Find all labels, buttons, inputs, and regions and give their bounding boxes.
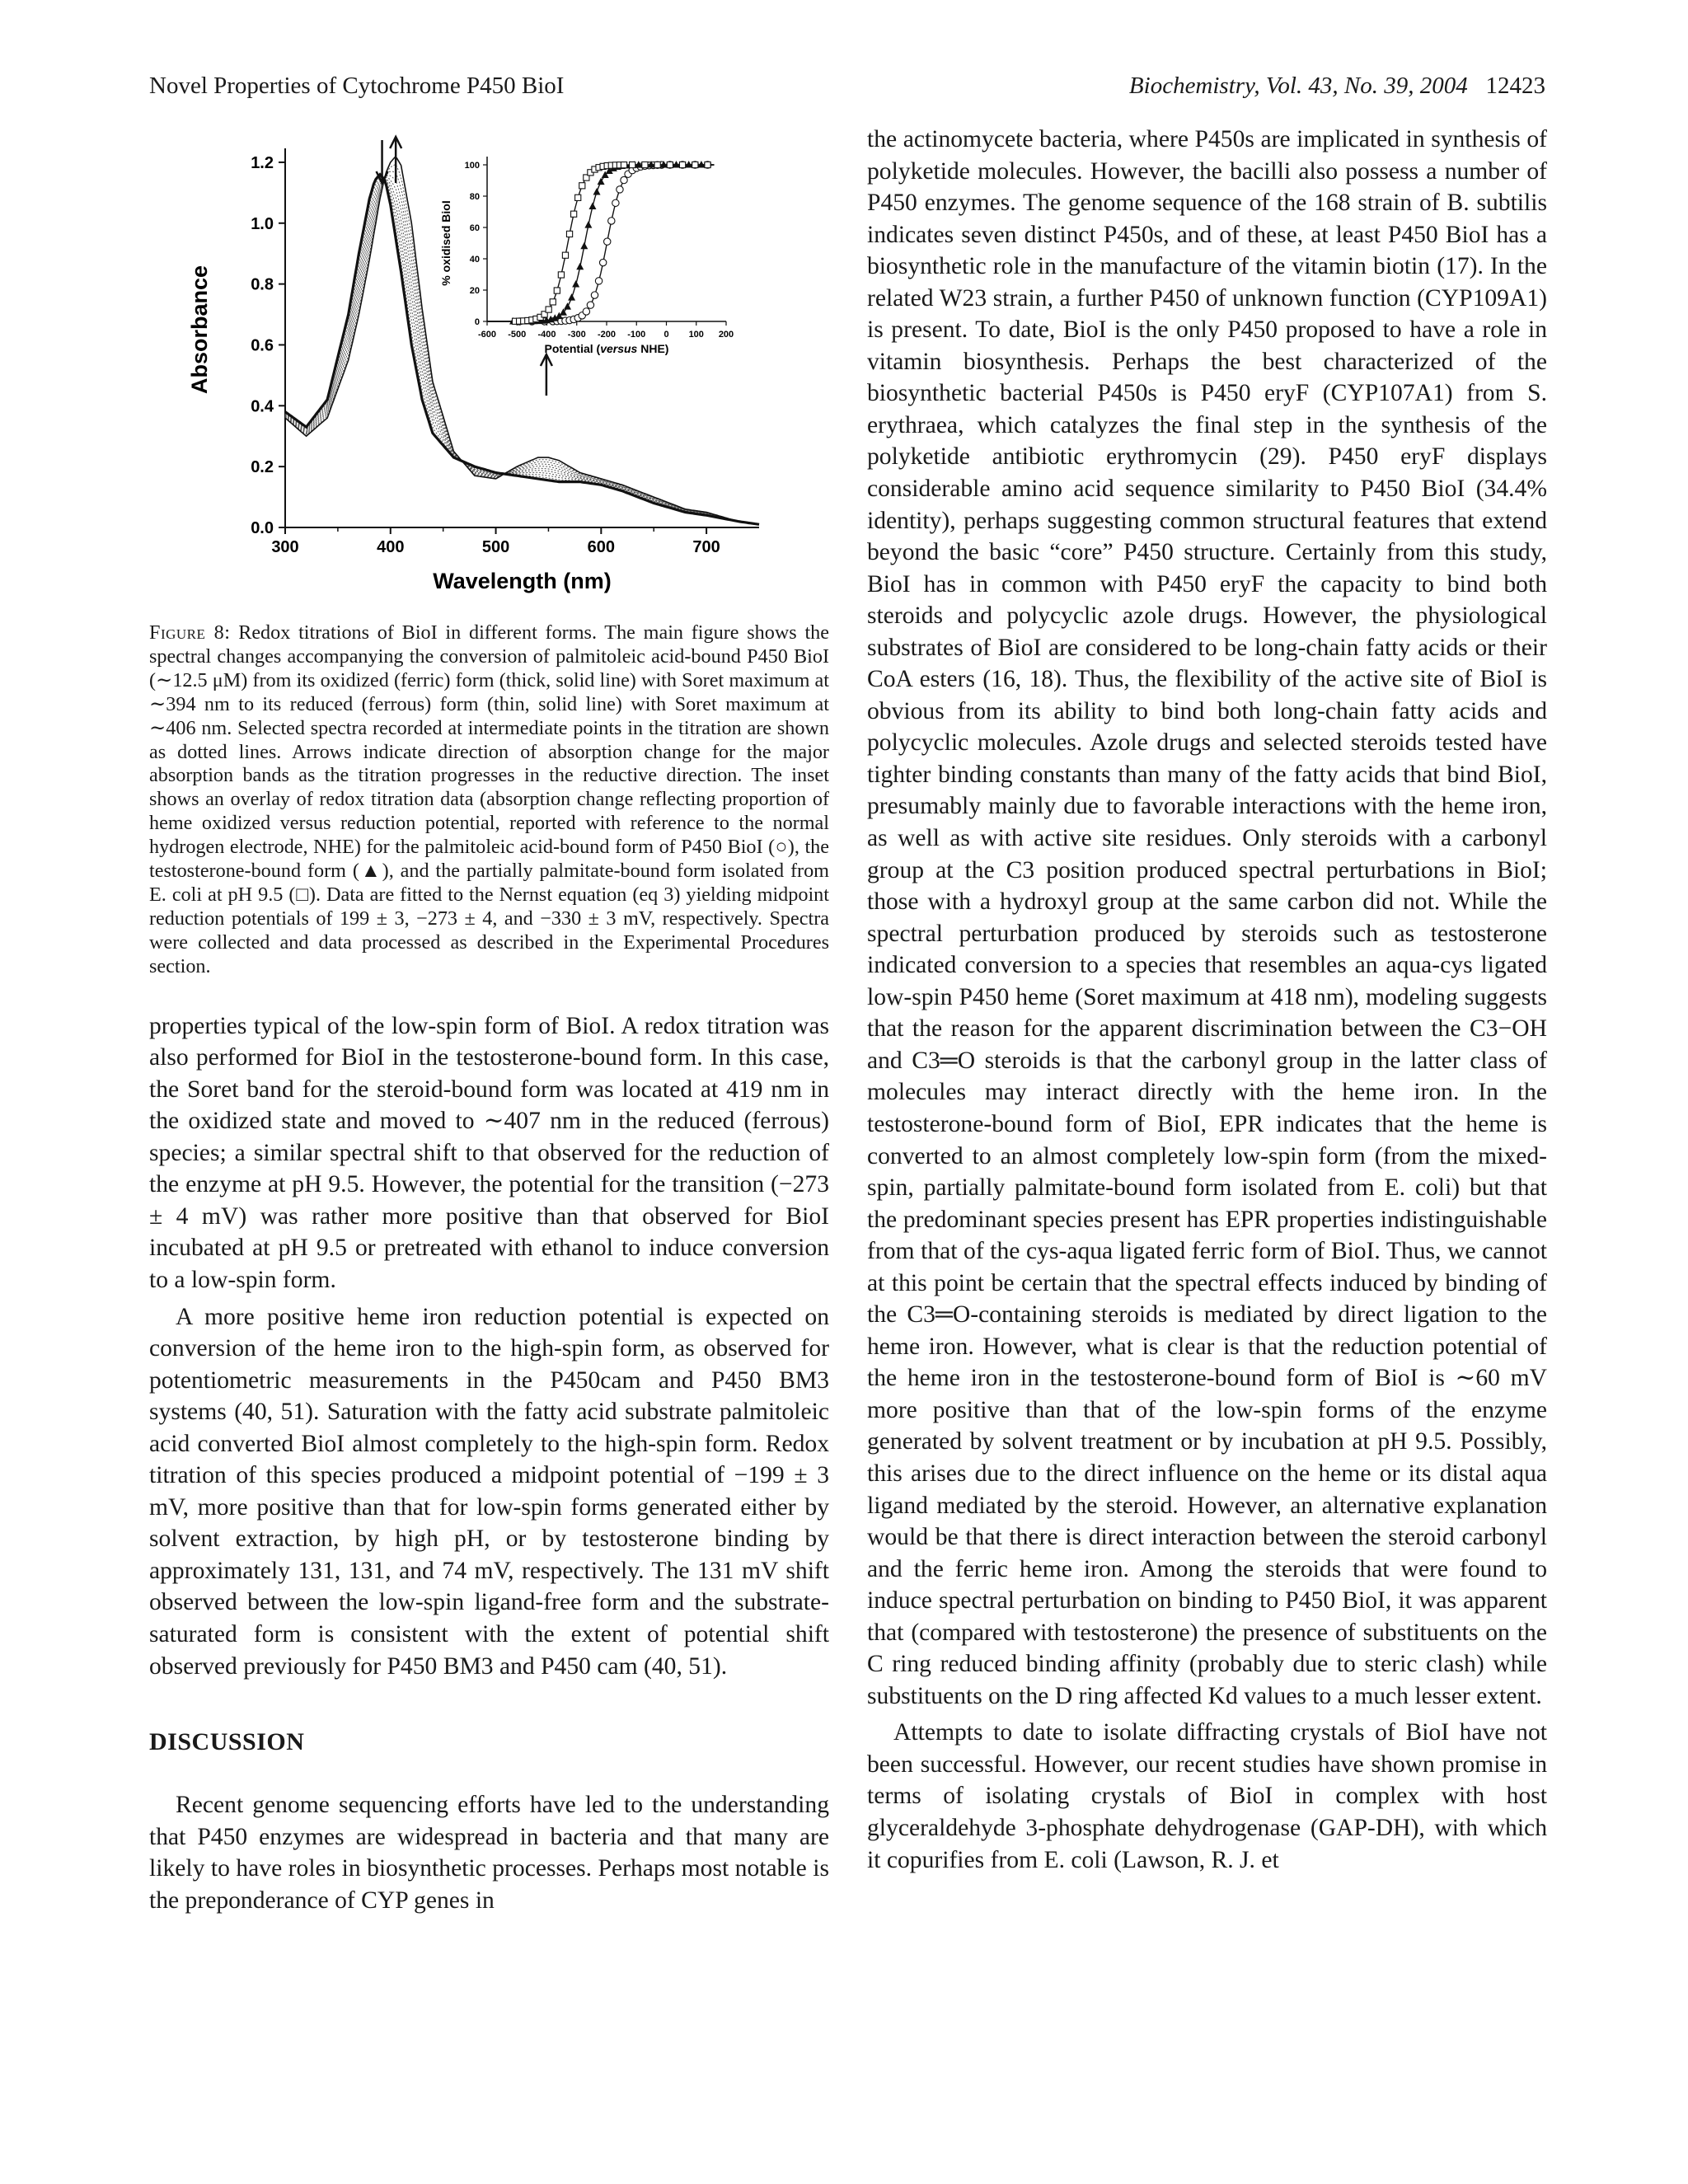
inset-point-circle: [608, 218, 615, 224]
y-tick-label: 1.0: [251, 214, 274, 233]
x-tick-label: 700: [692, 538, 720, 556]
inset-redox-plot: [439, 157, 734, 355]
section-heading-discussion: DISCUSSION: [149, 1728, 305, 1756]
intermediate-spectrum: [285, 179, 759, 524]
inset-point-square: [575, 194, 581, 200]
intermediate-spectrum: [285, 176, 759, 525]
y-axis-label: Absorbance: [187, 265, 212, 395]
inset-x-tick-label: -100: [627, 330, 646, 340]
right-column: [867, 124, 1547, 1876]
intermediate-spectrum: [285, 180, 759, 525]
inset-y-tick-label: 40: [469, 255, 480, 265]
right-paragraph-2: Attempts to date to isolate diffracting crystals of BioI have not been successful. However, our recent studies have shown promise in terms of isolating crystals of BioI in complex with host glyceraldehyde 3-phosphate dehydrogenase (GAP-DH), with which it copurifies from E. coli (Lawson, R. J. et: [867, 1719, 1547, 1873]
y-tick-label: 0.2: [251, 458, 274, 477]
inset-y-tick-label: 80: [469, 192, 480, 202]
inset-point-square: [579, 183, 585, 189]
y-tick-label: 0.4: [251, 397, 274, 416]
inset-point-square: [566, 231, 572, 237]
inset-point-circle: [595, 278, 602, 284]
inset-point-square: [679, 162, 685, 167]
journal-citation: [1129, 68, 1545, 104]
inset-point-circle: [621, 176, 627, 183]
running-header: [149, 68, 1545, 104]
inset-x-axis-label: Potential (versus NHE): [544, 342, 669, 355]
y-tick-label: 0.8: [251, 275, 274, 294]
inset-point-triangle: [568, 293, 575, 301]
inset-point-triangle: [588, 203, 596, 210]
x-tick-label: 300: [271, 538, 299, 556]
journal-name: Biochemistry, Vol. 43, No. 39, 2004: [1128, 73, 1468, 99]
inset-point-circle: [617, 186, 623, 193]
inset-x-tick-label: -600: [477, 330, 497, 340]
inset-x-tick-label: -300: [567, 330, 586, 340]
reduced-spectrum-line: [285, 157, 759, 524]
inset-point-square: [554, 288, 560, 293]
x-axis-label: Wavelength (nm): [433, 569, 612, 593]
right-paragraph-1: the actinomycete bacteria, where P450s are implicated in synthesis of polyketide molecules. However, the bacilli also possess a number of P450 enzymes. The genome sequence of the 168 strain of B. subtilis indicates seven distinct P450s, and of these, at least P450 BioI has a biosynthetic role in the manufacture of the vitamin biotin (17). In the related W23 strain, a further P450 of unknown function (CYP109A1) is present. To date, BioI is the only P450 proposed to have a role in vitamin biosynthesis. Perhaps the best characterized of the biosynthetic bacterial P450s is P450 eryF (CYP107A1) from S. erythraea, which catalyzes the final step in the synthesis of the polyketide antibiotic erythromycin (29). P450 eryF displays considerable amino acid sequence similarity to P450 BioI (34.4% identity), perhaps suggesting common structural features that extend beyond the basic “core” P450 structure. Certainly from this study, BioI has in common with P450 eryF the capacity to bind both steroids and polycyclic azole drugs. However, the physiological substrates of BioI are considered to be long-chain fatty acids or their CoA esters (16, 18). Thus, the flexibility of the active site of BioI is obvious from its ability to bind both long-chain fatty acids and polycyclic molecules. Azole drugs and selected steroids tested have tighter binding constants than many of the fatty acids that bind BioI, presumably mainly due to favorable interactions with the heme iron, as well as with active site residues. Only steroids with a carbonyl group at the C3 position produced spectral perturbations in BioI; those with a hydroxyl group at the same carbon did not. While the spectral perturbation produced by steroids such as testosterone indicated conversion to a species that resembles an aqua-cys ligated low-spin P450 heme (Soret maximum at 418 nm), modeling suggests that the reason for the apparent discrimination between the C3−OH and C3═O steroids is that the carbonyl group in the latter class of molecules may interact directly with the heme iron. In the testosterone-bound form of BioI, EPR indicates that the heme is converted to an almost completely low-spin form (from the mixed-spin, partially palmitate-bound form isolated from E. coli) but that the predominant species present has EPR properties indistinguishable from that of the cys-aqua ligated ferric form of BioI. Thus, we cannot at this point be certain that the spectral effects induced by binding of the C3═O-containing steroids is mediated by direct ligation to the heme iron. However, what is clear is that the reduction potential of the heme iron in the testosterone-bound form of BioI is ∼60 mV more positive than that of the low-spin forms of the enzyme generated by solvent treatment or by incubation at pH 9.5. Possibly, this arises due to the direct influence on the heme or its distal aqua ligand mediated by the steroid. However, an alternative explanation would be that there is direct interaction between the steroid carbonyl and the ferric heme iron. Among the steroids that were found to induce spectral perturbation on binding to P450 BioI, it was apparent that (compared with testosterone) the presence of substituents on the C ring reduced binding affinity (probably due to steric clash) while substituents on the D ring affected Kd values to a much lesser extent.: [867, 126, 1547, 1709]
inset-point-square: [705, 162, 710, 167]
inset-point-circle: [599, 259, 606, 265]
inset-y-tick-label: 0: [474, 317, 480, 327]
inset-point-circle: [591, 292, 598, 298]
left-column: [149, 124, 829, 1916]
inset-point-square: [667, 162, 673, 167]
y-tick-label: 0.0: [251, 519, 274, 537]
inset-point-triangle: [576, 263, 584, 270]
inset-y-tick-label: 60: [469, 223, 480, 233]
inset-point-square: [562, 252, 568, 258]
inset-point-circle: [604, 238, 611, 245]
y-tick-label: 1.2: [251, 153, 274, 172]
inset-point-square: [630, 162, 635, 167]
main-spectrum-plot: [187, 137, 759, 593]
y-tick-label: 0.6: [251, 336, 274, 355]
inset-y-tick-label: 20: [469, 286, 480, 296]
inset-x-tick-label: 0: [663, 330, 669, 340]
x-tick-label: 500: [481, 538, 510, 556]
inset-x-tick-label: -200: [597, 330, 617, 340]
inset-point-triangle: [584, 221, 592, 228]
inset-point-triangle: [593, 188, 601, 195]
inset-fit-curve: [487, 165, 715, 321]
inset-point-triangle: [572, 280, 579, 288]
inset-point-square: [550, 299, 556, 305]
inset-point-square: [654, 162, 660, 167]
figure-8: [149, 124, 829, 612]
x-tick-label: 600: [587, 538, 616, 556]
intermediate-spectrum: [285, 180, 759, 525]
inset-point-square: [546, 307, 551, 312]
intermediate-spectrum: [285, 177, 759, 525]
intermediate-spectrum: [285, 177, 759, 524]
inset-x-tick-label: -400: [537, 330, 556, 340]
caption-text: Redox titrations of BioI in different forms. The main figure shows the spectral changes accompanying the conversion of palmitoleic acid-bound P450 BioI (∼12.5 μM) from its oxidized (ferric) form (thick, solid line) with Soret maximum at ∼394 nm to its reduced (ferrous) form (thin, solid line) with Soret maximum at ∼406 nm. Selected spectra recorded at intermediate points in the titration are shown as dotted lines. Arrows indicate direction of absorption change for the major absorption bands as the titration progresses in the reductive direction. The inset shows an overlay of redox titration data (absorption change reflecting proportion of heme oxidized versus reduction potential, reported with reference to the normal hydrogen electrode, NHE) for the palmitoleic acid-bound form of P450 BioI (○), the testosterone-bound form (▲), and the partially palmitate-bound form isolated from E. coli at pH 9.5 (□). Data are fitted to the Nernst equation (eq 3) yielding midpoint reduction potentials of 199 ± 3, −273 ± 4, and −330 ± 3 mV, respectively. Spectra were collected and data processed as described in the Experimental Procedures section.: [149, 621, 829, 977]
inset-point-square: [571, 211, 577, 217]
left-paragraph-1: properties typical of the low-spin form of BioI. A redox titration was also performed for BioI in the testosterone-bound form. In this case, the Soret band for the steroid-bound form was located at 419 nm in the oxidized state and moved to ∼407 nm in the reduced (ferrous) species; a similar spectral shift to that observed for the reduction of the enzyme at pH 9.5. However, the potential for the transition (−273 ± 4 mV) was rather more positive than that observed for BioI incubated at pH 9.5 or pretreated with ethanol to induce conversion to a low-spin form.: [149, 1012, 829, 1293]
inset-x-tick-label: 100: [688, 330, 704, 340]
inset-point-circle: [587, 302, 593, 308]
page-number: 12423: [1485, 73, 1545, 99]
caption-label: Figure 8:: [149, 621, 231, 644]
running-title: Novel Properties of Cytochrome P450 BioI: [149, 73, 565, 99]
inset-point-circle: [612, 199, 619, 206]
inset-y-axis-label: % oxidised BioI: [439, 200, 452, 286]
inset-y-tick-label: 100: [464, 161, 480, 171]
redox-titration-chart: [149, 124, 829, 612]
inset-point-triangle: [564, 302, 571, 310]
inset-point-circle: [583, 308, 589, 315]
inset-point-square: [621, 162, 626, 168]
inset-point-square: [642, 162, 648, 167]
inset-x-tick-label: -500: [508, 330, 527, 340]
inset-point-square: [692, 162, 698, 167]
inset-point-triangle: [598, 178, 605, 185]
left-paragraph-3: Recent genome sequencing efforts have led to the understanding that P450 enzymes are widespread in bacteria and that many are likely to have roles in biosynthetic processes. Perhaps most notable is the preponderance of CYP genes in: [149, 1792, 829, 1914]
inset-fit-curve: [487, 165, 715, 321]
inset-point-square: [558, 272, 564, 278]
inset-fit-curve: [487, 165, 715, 321]
left-paragraph-2: A more positive heme iron reduction potential is expected on conversion of the heme iron to the high-spin form, as observed for potentiometric measurements in the P450cam and P450 BM3 systems (40, 51). Saturation with the fatty acid substrate palmitoleic acid converted BioI almost completely to the high-spin form. Redox titration of this species produced a midpoint potential of −199 ± 3 mV, more positive than that for low-spin forms generated either by solvent extraction, by high pH, or by testosterone binding by approximately 131, 131, and 74 mV, respectively. The 131 mV shift observed between the low-spin ligand-free form and the substrate-saturated form is consistent with the extent of potential shift observed previously for P450 BM3 and P450 cam (40, 51).: [149, 1303, 829, 1680]
inset-x-tick-label: 200: [718, 330, 734, 340]
intermediate-spectrum: [285, 180, 759, 524]
x-tick-label: 400: [377, 538, 405, 556]
figure-caption: [149, 621, 829, 979]
inset-point-triangle: [580, 242, 588, 250]
